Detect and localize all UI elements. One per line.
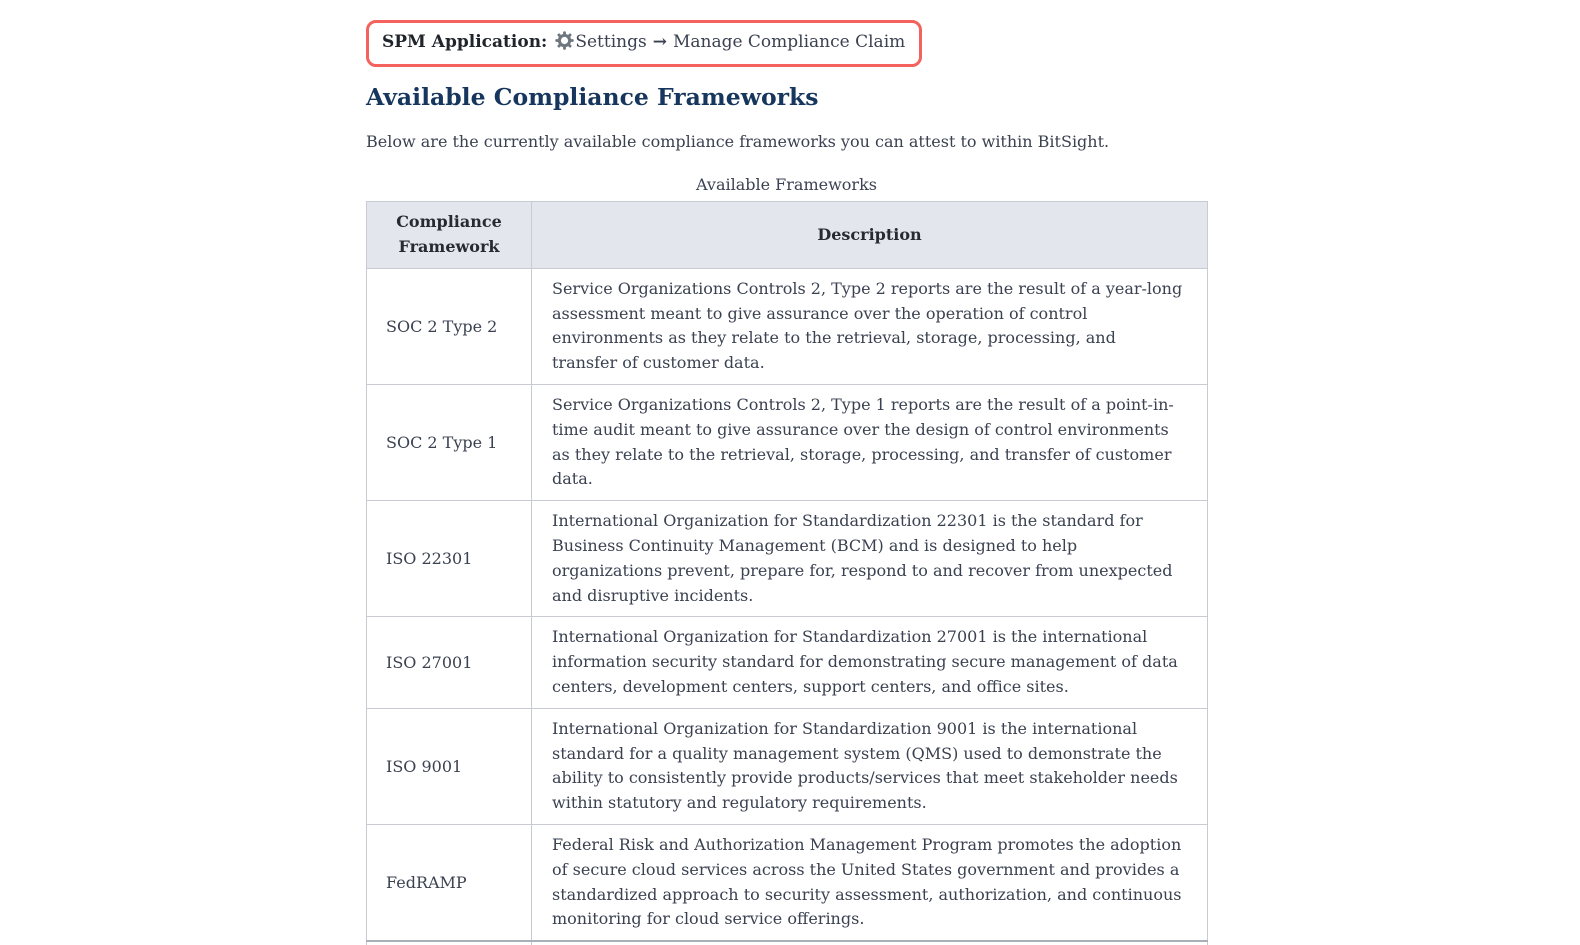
table-row [367,617,1208,708]
gear-icon [554,36,575,56]
framework-description-cell: International Organization for Standardization 9001 is the international standard for a quality management system (QMS) used to demonstrate the ability to consistently provide products/services that meet stakeholder needs within statutory and regulatory requirements. [532,708,1208,824]
header-row [367,202,1208,269]
table-row [367,384,1208,500]
intro-paragraph: Below are the currently available compliance frameworks you can attest to within BitSight. [366,132,1110,152]
framework-name-cell: ISO 27001 [367,617,532,708]
column-header-description: Description [532,202,1208,269]
menu-label: Settings [575,32,647,52]
table-caption: Available Frameworks [696,175,877,195]
article-content [366,0,1207,945]
right-arrow-icon: → [652,32,667,52]
page-title: Available Compliance Frameworks [366,83,819,111]
framework-name-cell: ISO 9001 [367,708,532,824]
frameworks-table [366,201,1208,945]
framework-description-cell: International Organization for Standardization 22301 is the standard for Business Continuity Management (BCM) and is designed to help organizations prevent, prepare for, respond to and recover from unexpected and disruptive incidents. [532,501,1208,617]
app-label: SPM Application: [382,32,548,52]
table-row [367,824,1208,941]
framework-description-cell: Service Organizations Controls 2, Type 2 reports are the result of a year-long assessment meant to give assurance over the operation of control environments as they relate to the retrieval, storage, processing, and transfer of customer data. [532,268,1208,384]
framework-description-cell: International Organization for Standardization 27001 is the international information security standard for demonstrating secure management of data centers, development centers, support centers, and office sites. [532,617,1208,708]
table-row [367,708,1208,824]
table-row-partial [367,941,1208,945]
framework-description-cell: Federal Risk and Authorization Management Program promotes the adoption of secure cloud services across the United States government and provides a standardized approach to security assessment, authorization, and continuous monitoring for cloud service offerings. [532,824,1208,941]
framework-name-cell: SOC 2 Type 1 [367,384,532,500]
framework-name-cell: FedRAMP [367,824,532,941]
framework-description-cell: Service Organizations Controls 2, Type 1 reports are the result of a point-in-time audit meant to give assurance over the design of control environments as they relate to the retrieval, storage, processing, and transfer of customer data. [532,384,1208,500]
spm-navigation-callout [366,20,922,67]
table-header [367,202,1208,269]
frameworks-table-body [367,268,1208,941]
column-header-framework: Compliance Framework [367,202,532,269]
framework-name-cell: ISO 22301 [367,501,532,617]
table-body-cutoff [367,941,1208,945]
table-row [367,501,1208,617]
target-label: Manage Compliance Claim [672,32,906,52]
framework-name-cell: SOC 2 Type 2 [367,268,532,384]
table-row [367,268,1208,384]
